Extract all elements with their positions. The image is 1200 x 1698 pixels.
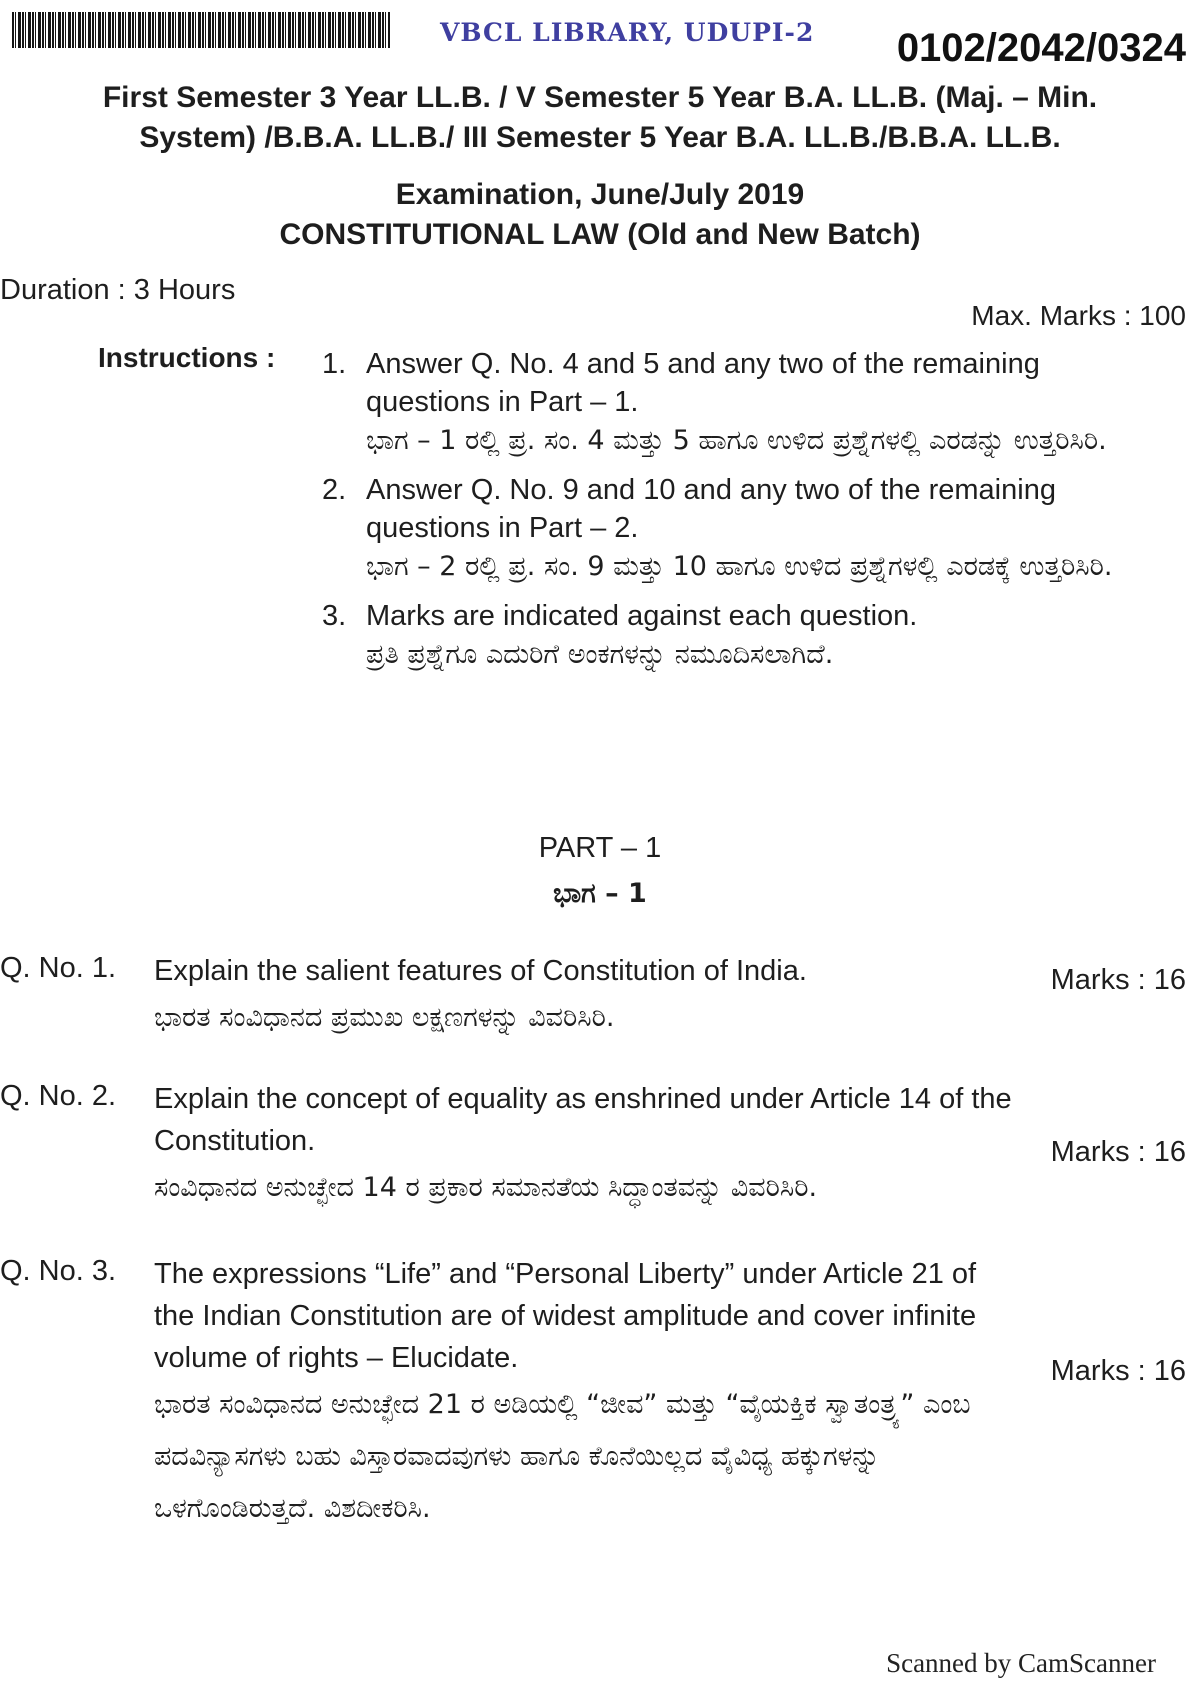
exam-title-line-1: First Semester 3 Year LL.B. / V Semester 5 Year B.A. LL.B. (Maj. – Min. xyxy=(102,81,1098,114)
part-title-kn: ಭಾಗ – 1 xyxy=(553,878,647,909)
max-marks: Max. Marks : 100 xyxy=(971,300,1186,331)
instruction-text-en: Marks are indicated against each question. xyxy=(366,600,918,632)
question-text-en: Explain the salient features of Constitution of India. xyxy=(154,955,807,987)
exam-title-line-3: Examination, June/July 2019 xyxy=(395,178,805,211)
question-text-kn: ಸಂವಿಧಾನದ ಅನುಚ್ಛೇದ 14 ರ ಪ್ರಕಾರ ಸಮಾನತೆಯ ಸಿದ್ಧಾಂತವನ್ನು ವಿವರಿಸಿರಿ. xyxy=(154,1172,818,1203)
instruction-item xyxy=(322,345,1162,461)
exam-title-line-2: System) /B.B.A. LL.B./ III Semester 5 Year B.A. LL.B./B.B.A. LL.B. xyxy=(139,121,1061,154)
instruction-text-en: Answer Q. No. 9 and 10 and any two of the remaining questions in Part – 2. xyxy=(366,474,1056,544)
scanner-watermark: Scanned by CamScanner xyxy=(886,1648,1156,1678)
question-number: Q. No. 1. xyxy=(0,952,117,984)
library-stamp: VBCL LIBRARY, UDUPI-2 xyxy=(440,18,815,47)
instruction-number: 3. xyxy=(322,600,347,632)
question-text-en: The expressions “Life” and “Personal Liberty” under Article 21 of the Indian Constitution are of widest amplitude and cover infinite volume of rights – Elucidate. xyxy=(154,1258,977,1374)
instruction-item xyxy=(322,597,1162,675)
subject-title: CONSTITUTIONAL LAW (Old and New Batch) xyxy=(279,218,921,251)
part-title: PART – 1 xyxy=(538,832,662,864)
barcode xyxy=(12,12,390,48)
question-text xyxy=(154,1253,1024,1535)
instruction-text-kn: ಭಾಗ – 2 ರಲ್ಲಿ ಪ್ರ. ಸಂ. 9 ಮತ್ತು 10 ಹಾಗೂ ಉಳಿದ ಪ್ರಶ್ನೆಗಳಲ್ಲಿ ಎರಡಕ್ಕೆ ಉತ್ತರಿಸಿರಿ. xyxy=(366,551,1113,582)
question-text-kn: ಭಾರತ ಸಂವಿಧಾನದ ಪ್ರಮುಖ ಲಕ್ಷಣಗಳನ್ನು ವಿವರಿಸಿರಿ. xyxy=(154,1002,615,1033)
question-text-kn: ಭಾರತ ಸಂವಿಧಾನದ ಅನುಚ್ಛೇದ 21 ರ ಅಡಿಯಲ್ಲಿ “ಜೀವ” ಮತ್ತು “ವೈಯಕ್ತಿಕ ಸ್ವಾತಂತ್ರ್ಯ” ಎಂಬ ಪದವಿನ್ಯಾಸಗಳು ಬಹು ವಿಸ್ತಾರವಾದವುಗಳು ಹಾಗೂ ಕೊನೆಯಿಲ್ಲದ ವೈವಿಧ್ಯ ಹಕ್ಕುಗಳನ್ನು ಒಳಗೊಂಡಿರುತ್ತದೆ. ವಿಶದೀಕರಿಸಿ. xyxy=(154,1389,971,1524)
instruction-number: 1. xyxy=(322,348,347,380)
instruction-item xyxy=(322,471,1162,587)
question-marks: Marks : 16 xyxy=(1050,964,1186,996)
instructions-list xyxy=(322,345,1162,685)
question-number: Q. No. 2. xyxy=(0,1080,117,1112)
instruction-number: 2. xyxy=(322,474,347,506)
question-text xyxy=(154,950,1024,1044)
question-text-en: Explain the concept of equality as enshrined under Article 14 of the Constitution. xyxy=(154,1083,1012,1157)
paper-code: 0102/2042/0324 xyxy=(896,26,1186,70)
instructions-label: Instructions : xyxy=(98,342,276,373)
instruction-text-en: Answer Q. No. 4 and 5 and any two of the remaining questions in Part – 1. xyxy=(366,348,1040,418)
instruction-text-kn: ಭಾಗ – 1 ರಲ್ಲಿ ಪ್ರ. ಸಂ. 4 ಮತ್ತು 5 ಹಾಗೂ ಉಳಿದ ಪ್ರಶ್ನೆಗಳಲ್ಲಿ ಎರಡನ್ನು ಉತ್ತರಿಸಿರಿ. xyxy=(366,425,1107,456)
instruction-text-kn: ಪ್ರತಿ ಪ್ರಶ್ನೆಗೂ ಎದುರಿಗೆ ಅಂಕಗಳನ್ನು ನಮೂದಿಸಲಾಗಿದೆ. xyxy=(366,639,834,670)
question-marks: Marks : 16 xyxy=(1050,1136,1186,1168)
question-number: Q. No. 3. xyxy=(0,1255,117,1287)
duration: Duration : 3 Hours xyxy=(0,274,236,306)
question-marks: Marks : 16 xyxy=(1050,1355,1186,1387)
question-text xyxy=(154,1078,1024,1214)
